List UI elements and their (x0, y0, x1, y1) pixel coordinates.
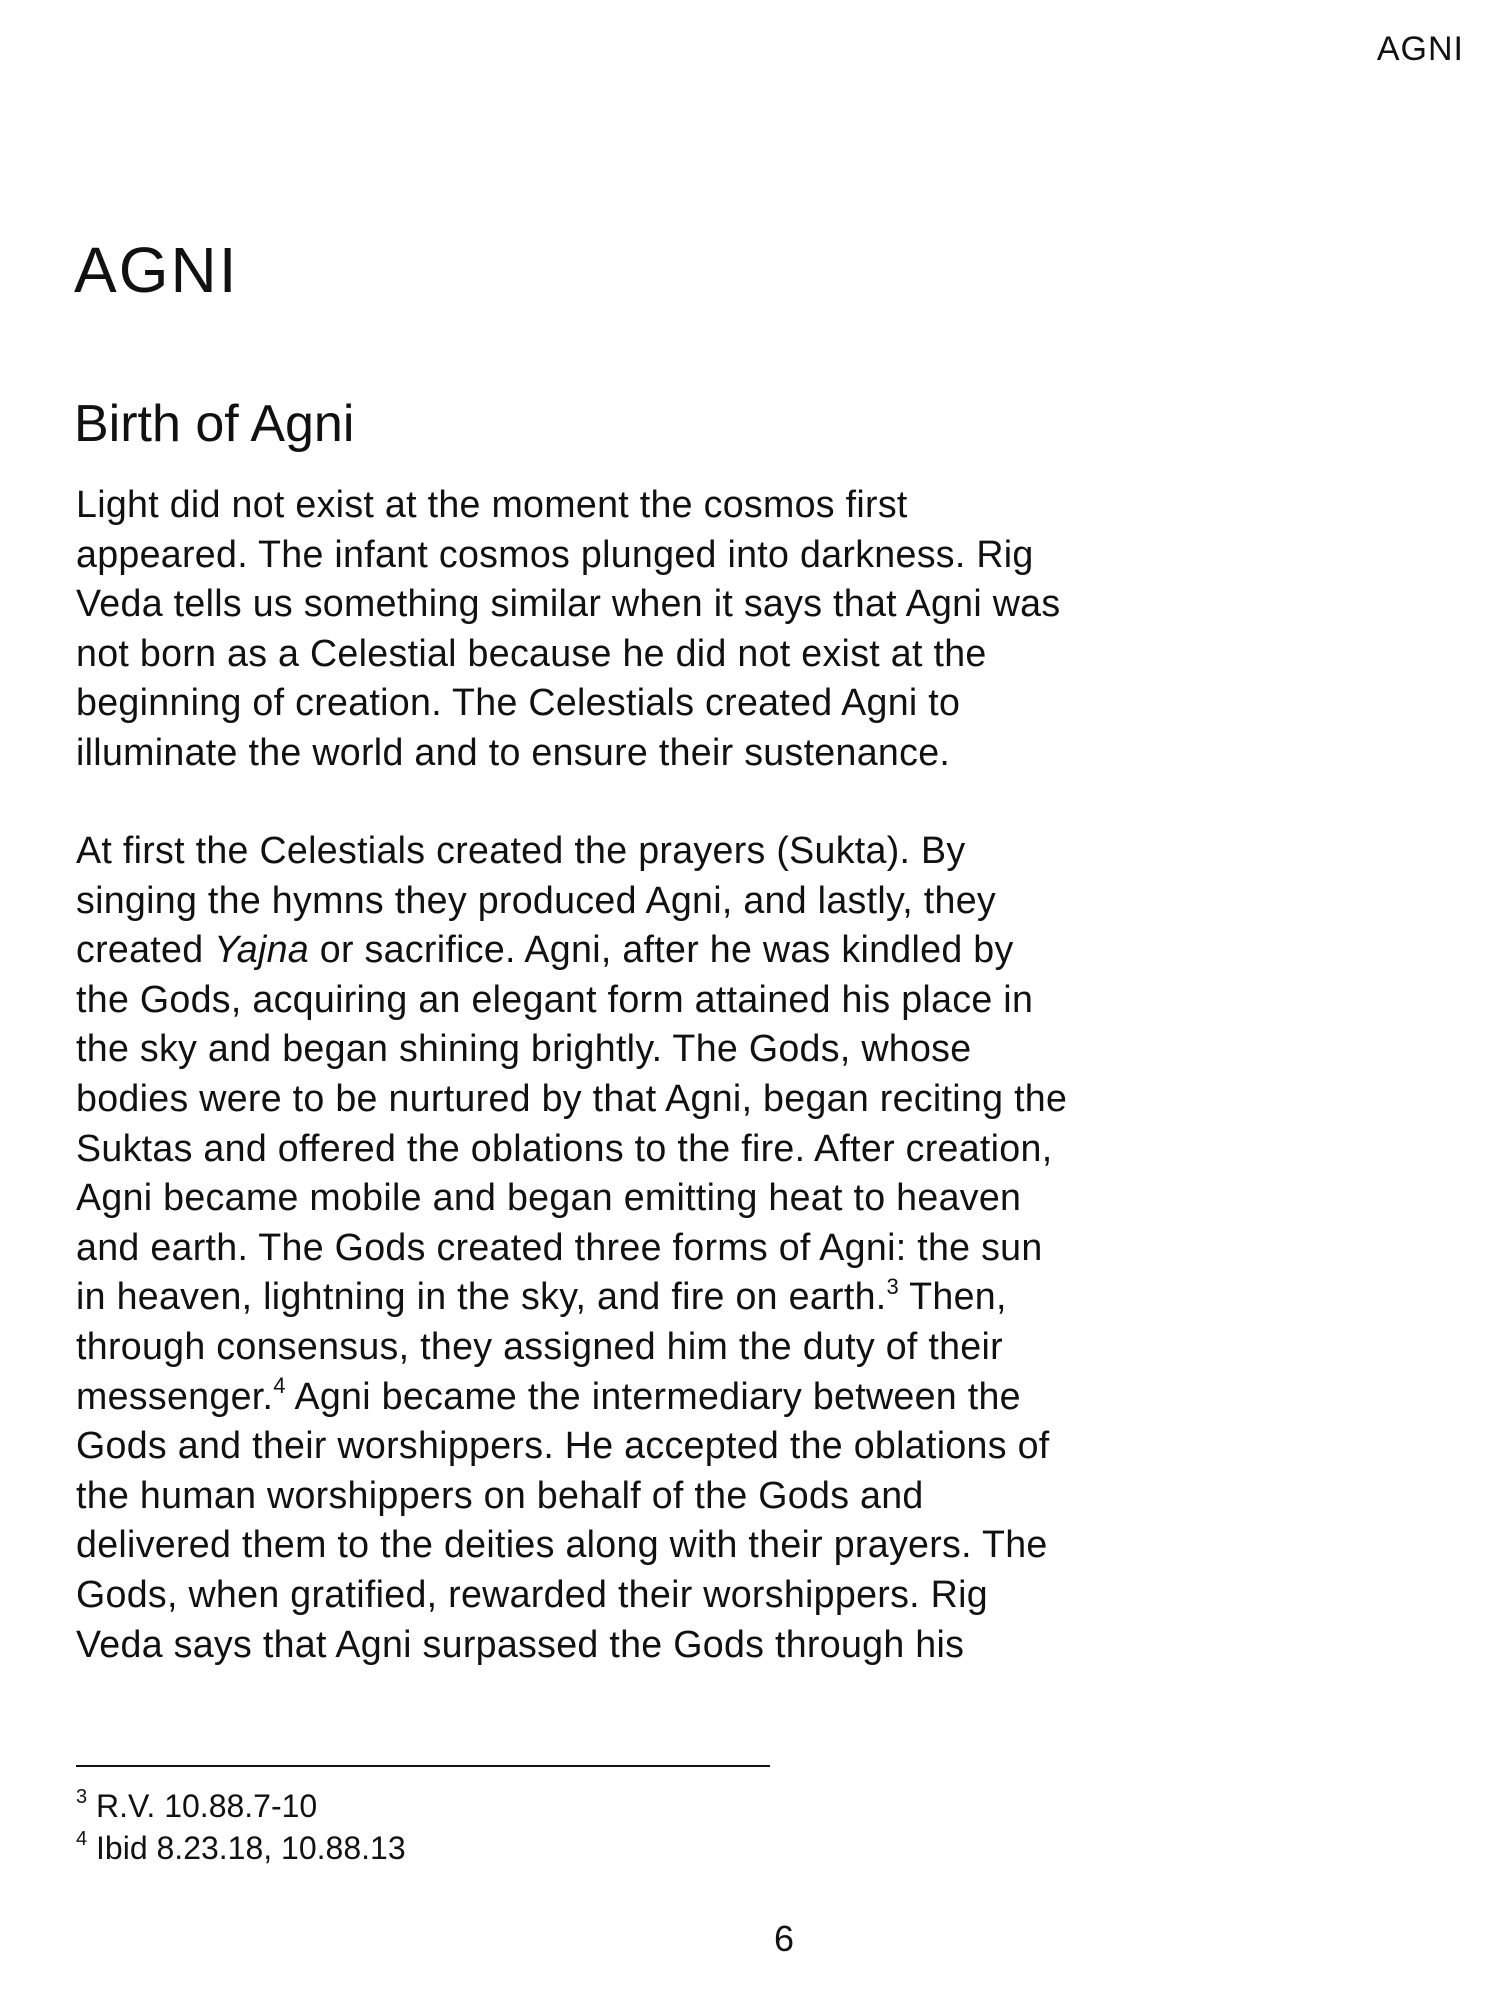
footnote-number: 3 (76, 1786, 88, 1809)
text-line: not born as a Celestial because he did not exist at the (76, 631, 987, 674)
chapter-title: AGNI (74, 234, 239, 306)
running-head: AGNI (1376, 30, 1464, 68)
text-run: Agni became the intermediary between the (285, 1374, 1021, 1417)
text-line (76, 1372, 1456, 1422)
text-run: messenger. (76, 1374, 274, 1417)
text-line: appeared. The infant cosmos plunged into darkness. Rig (76, 532, 1034, 575)
text-line: singing the hymns they produced Agni, and lastly, they (76, 878, 997, 921)
text-line: Veda tells us something similar when it says that Agni was (76, 582, 1061, 625)
text-line (76, 1272, 1456, 1322)
footnote-divider (76, 1765, 770, 1767)
section-title: Birth of Agni (74, 395, 355, 453)
footnote-text: Ibid 8.23.18, 10.88.13 (96, 1830, 406, 1866)
text-line: Suktas and offered the oblations to the fire. After creation, (76, 1126, 1053, 1169)
paragraph-1 (76, 480, 1456, 778)
footnote-ref-4[interactable]: 4 (273, 1373, 286, 1398)
text-line: the human worshippers on behalf of the Gods and (76, 1473, 924, 1516)
footnote-ref-3[interactable]: 3 (886, 1273, 900, 1299)
text-line: Gods and their worshippers. He accepted the oblations of (76, 1424, 1050, 1467)
text-line: Veda says that Agni surpassed the Gods through his (76, 1622, 965, 1665)
paragraph-2 (76, 826, 1456, 1669)
italic-term-yajna: Yajna (214, 928, 310, 971)
text-line: beginning of creation. The Celestials created Agni to (76, 681, 961, 724)
footnotes (76, 1785, 406, 1869)
footnote-3 (76, 1785, 406, 1827)
text-line: illuminate the world and to ensure their sustenance. (76, 730, 951, 773)
text-line: bodies were to be nurtured by that Agni, began reciting the (76, 1076, 1068, 1119)
text-run: Then, (899, 1275, 1007, 1318)
footnote-number: 4 (76, 1828, 88, 1851)
text-line: delivered them to the deities along with their prayers. The (76, 1523, 1048, 1566)
footnote-4 (76, 1827, 406, 1869)
text-line (76, 925, 1456, 975)
page-number: 6 (773, 1918, 795, 1959)
footnote-text: R.V. 10.88.7-10 (96, 1788, 318, 1824)
text-line: At first the Celestials created the prayers (Sukta). By (76, 829, 966, 871)
text-line: Light did not exist at the moment the cosmos first (76, 483, 908, 525)
text-line: the sky and began shining brightly. The Gods, whose (76, 1027, 972, 1070)
text-line: Agni became mobile and began emitting heat to heaven (76, 1176, 1022, 1219)
text-line: and earth. The Gods created three forms of Agni: the sun (76, 1225, 1043, 1268)
text-run: created (76, 928, 215, 971)
text-line: through consensus, they assigned him the duty of their (76, 1324, 1003, 1367)
text-run: or sacrifice. Agni, after he was kindled by (309, 928, 1014, 971)
text-line: the Gods, acquiring an elegant form attained his place in (76, 977, 1034, 1020)
text-run: in heaven, lightning in the sky, and fire on earth. (76, 1275, 887, 1318)
text-line: Gods, when gratified, rewarded their worshippers. Rig (76, 1572, 988, 1615)
